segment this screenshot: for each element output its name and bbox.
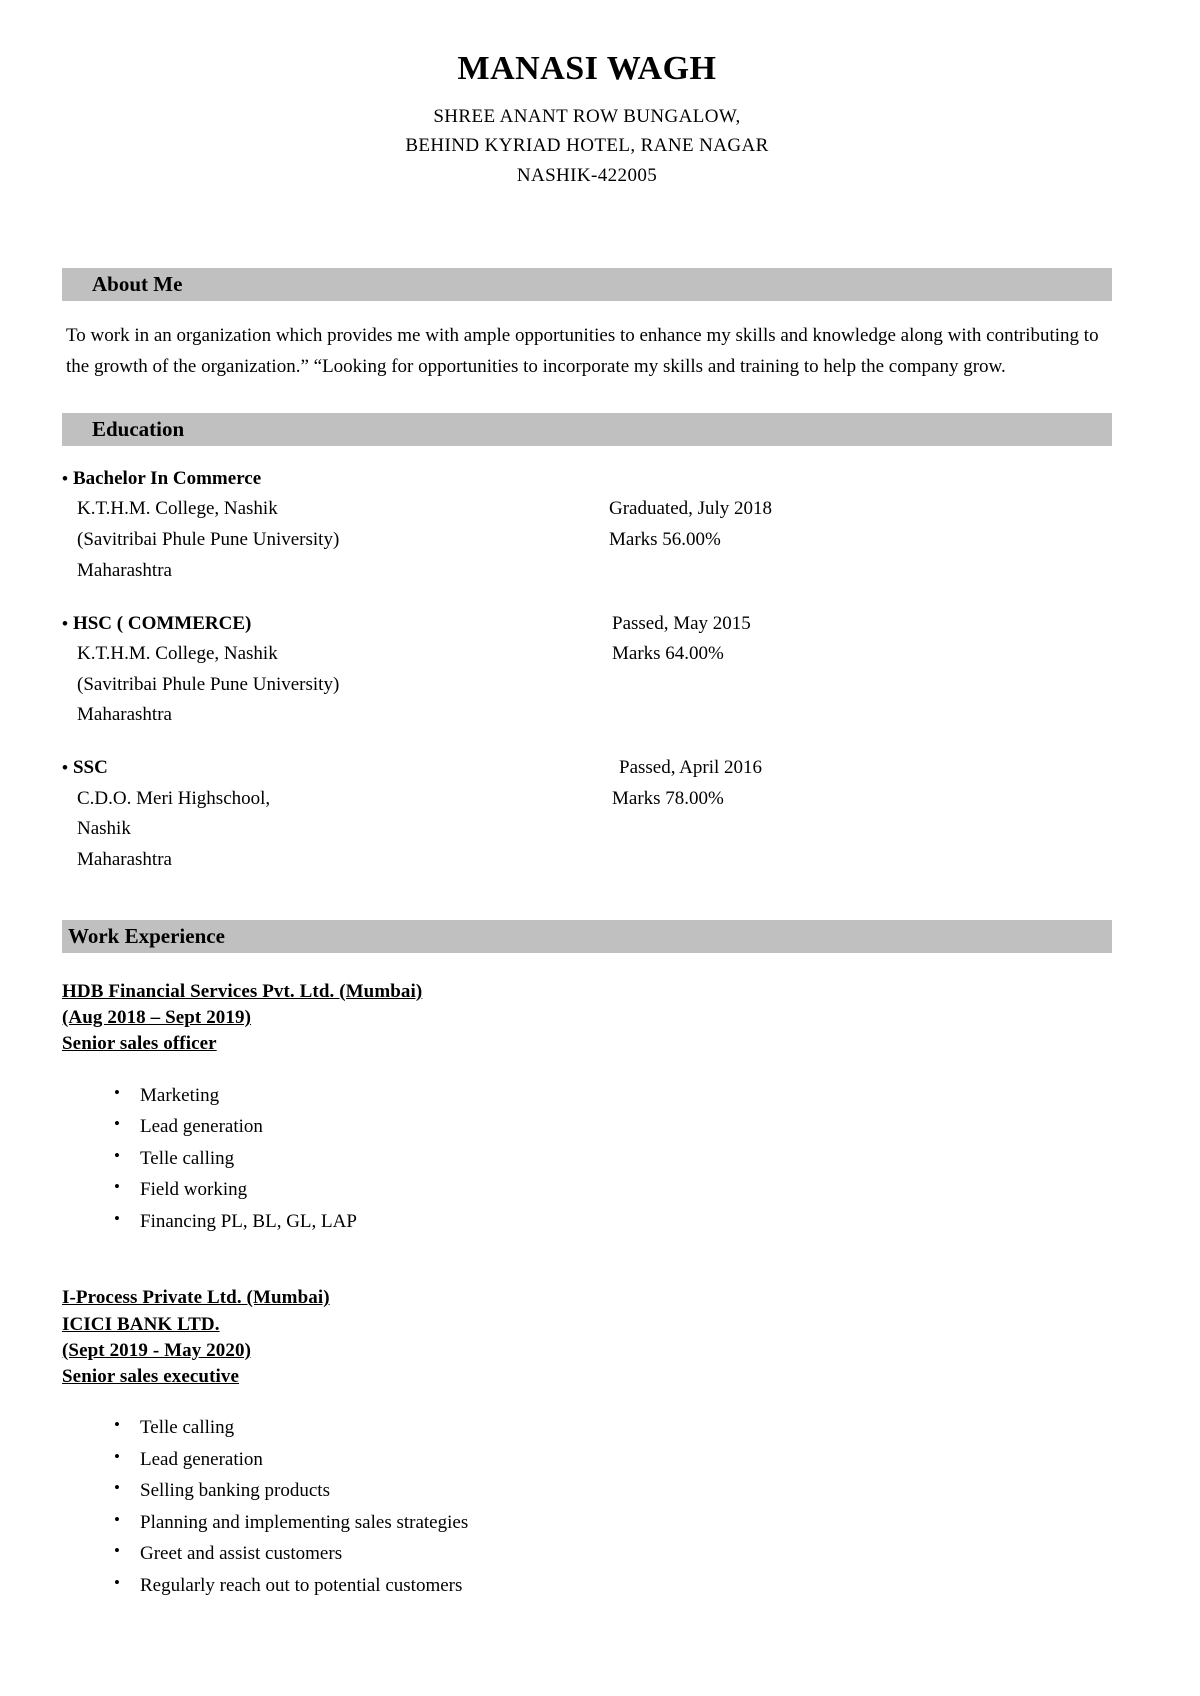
education-detail-line: Maharashtra — [77, 849, 172, 871]
section-title-about: About Me — [92, 272, 183, 297]
education-detail-line: Maharashtra — [77, 704, 172, 726]
list-item: • Regularly reach out to potential customers — [140, 1570, 1112, 1602]
work-role: Senior sales executive — [62, 1365, 240, 1387]
education-detail-line: K.T.H.M. College, Nashik — [77, 642, 278, 664]
list-item: • Lead generation — [140, 1111, 1112, 1143]
education-status: Passed, April 2016 — [619, 757, 763, 779]
about-text: To work in an organization which provides me with ample opportunities to enhance my skills and knowledge along with contributing to the growth of the organization.” “Looking for opportunities to incorporate my skills and training to help the company grow. — [66, 325, 1099, 378]
work-duty-list — [62, 1080, 1112, 1238]
list-item: • Planning and implementing sales strategies — [140, 1507, 1112, 1539]
bullet-icon: • — [62, 758, 68, 778]
education-detail-line: (Savitribai Phule Pune University) — [77, 673, 340, 695]
education-entry — [62, 609, 1112, 732]
education-marks: Marks 56.00% — [609, 528, 721, 550]
work-role: Senior sales officer — [62, 1033, 217, 1055]
work-dates: (Sept 2019 - May 2020) — [62, 1339, 252, 1361]
education-detail-line: Maharashtra — [77, 559, 172, 581]
work-client: ICICI BANK LTD. — [62, 1313, 220, 1335]
list-item: • Greet and assist customers — [140, 1538, 1112, 1570]
education-detail-line: K.T.H.M. College, Nashik — [77, 498, 278, 520]
list-item: • Field working — [140, 1174, 1112, 1206]
section-title-work-experience: Work Experience — [68, 923, 225, 948]
list-item: • Telle calling — [140, 1412, 1112, 1444]
address-line-2: BEHIND KYRIAD HOTEL, RANE NAGAR — [405, 135, 769, 157]
education-detail-line: Nashik — [77, 818, 131, 840]
work-dates: (Aug 2018 – Sept 2019) — [62, 1007, 252, 1029]
education-marks: Marks 64.00% — [612, 643, 724, 665]
bullet-icon: • — [62, 613, 68, 633]
section-header-education — [62, 413, 1112, 446]
list-item: • Lead generation — [140, 1444, 1112, 1476]
work-company: HDB Financial Services Pvt. Ltd. (Mumbai) — [62, 980, 423, 1002]
education-degree: • HSC ( COMMERCE) — [62, 612, 252, 634]
education-status: Graduated, July 2018 — [609, 497, 773, 519]
address-line-1: SHREE ANANT ROW BUNGALOW, — [433, 106, 741, 127]
list-item: • Financing PL, BL, GL, LAP — [140, 1206, 1112, 1238]
resume-header — [62, 50, 1112, 190]
education-entry — [62, 464, 1112, 587]
address-line-3: NASHIK-422005 — [516, 164, 658, 186]
list-item: • Telle calling — [140, 1143, 1112, 1175]
education-degree: • SSC — [62, 757, 108, 779]
education-entry — [62, 753, 1112, 876]
candidate-name: MANASI WAGH — [457, 50, 717, 87]
section-header-work-experience — [62, 920, 1112, 953]
education-marks: Marks 78.00% — [612, 787, 724, 809]
list-item: • Marketing — [140, 1080, 1112, 1112]
education-detail-line: (Savitribai Phule Pune University) — [77, 529, 340, 550]
work-entry — [62, 979, 1112, 1237]
section-title-education: Education — [92, 416, 185, 441]
education-detail-line: C.D.O. Meri Highschool, — [77, 787, 271, 809]
work-duty-list — [62, 1412, 1112, 1601]
list-item: • Selling banking products — [140, 1475, 1112, 1507]
work-entry — [62, 1285, 1112, 1601]
education-degree: • Bachelor In Commerce — [62, 467, 262, 489]
document-body — [62, 40, 1112, 1601]
work-company: I-Process Private Ltd. (Mumbai) — [62, 1287, 330, 1309]
bullet-icon: • — [62, 468, 68, 488]
education-status: Passed, May 2015 — [612, 612, 751, 634]
section-header-about — [62, 268, 1112, 301]
